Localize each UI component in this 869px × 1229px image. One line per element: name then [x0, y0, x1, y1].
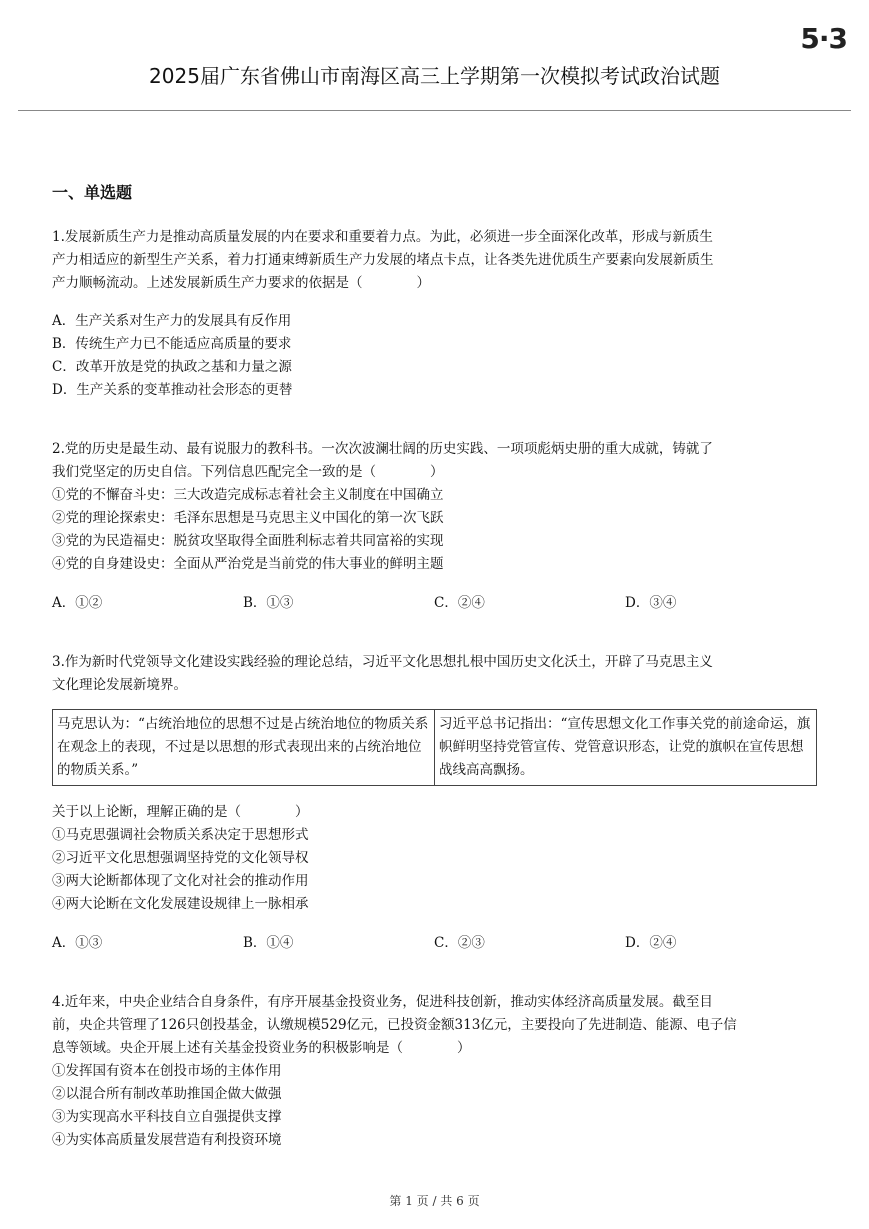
q1-stem-line: 产力顺畅流动。上述发展新质生产力要求的依据是（ ） — [52, 275, 430, 291]
q3-option-b[interactable]: B．①④ — [243, 935, 294, 951]
q1-option-b[interactable]: B．传统生产力已不能适应高质量的要求 — [52, 336, 292, 352]
q4-stem-line: 4.近年来，中央企业结合自身条件，有序开展基金投资业务，促进科技创新，推动实体经济高质量发展。截至目 — [52, 994, 713, 1010]
q4-item: ④为实体高质量发展营造有利投资环境 — [52, 1132, 282, 1148]
q3-stem-line: 3.作为新时代党领导文化建设实践经验的理论总结，习近平文化思想扎根中国历史文化沃土，开辟了马克思主义 — [52, 654, 713, 670]
q1-option-a[interactable]: A．生产关系对生产力的发展具有反作用 — [52, 313, 292, 329]
q3-option-a[interactable]: A．①③ — [52, 935, 103, 951]
q1-stem-line: 产力相适应的新型生产关系，着力打通束缚新质生产力发展的堵点卡点，让各类先进优质生产要素向发展新质生 — [52, 252, 714, 268]
q2-option-a[interactable]: A．①② — [52, 595, 103, 611]
quote-marx: 马克思认为：“占统治地位的思想不过是占统治地位的物质关系在观念上的表现，不过是以思想的形式表现出来的占统治地位的物质关系。” — [53, 710, 435, 786]
q3-option-c[interactable]: C．②③ — [434, 935, 485, 951]
brand-logo: 5·3 — [800, 22, 847, 55]
question-1 — [52, 226, 817, 295]
q2-item: ②党的理论探索史：毛泽东思想是马克思主义中国化的第一次飞跃 — [52, 510, 444, 526]
q3-item: ①马克思强调社会物质关系决定于思想形式 — [52, 827, 309, 843]
q4-stem-line: 前，央企共管理了126只创投基金，认缴规模529亿元，已投资金额313亿元，主要投向了先进制造、能源、电子信 — [52, 1017, 737, 1033]
q2-stem-line: 2.党的历史是最生动、最有说服力的教科书。一次次波澜壮阔的历史实践、一项项彪炳史册的重大成就，铸就了 — [52, 441, 713, 457]
q2-option-b[interactable]: B．①③ — [243, 595, 294, 611]
question-2 — [52, 438, 817, 576]
q2-option-d[interactable]: D．③④ — [625, 595, 677, 611]
q3-body — [52, 801, 817, 916]
q2-item: ④党的自身建设史：全面从严治党是当前党的伟大事业的鲜明主题 — [52, 556, 444, 572]
q3-options — [52, 932, 817, 955]
q3-ask: 关于以上论断，理解正确的是（ ） — [52, 804, 309, 820]
q3-option-d[interactable]: D．②④ — [625, 935, 677, 951]
title-divider — [18, 110, 851, 111]
q2-stem-line: 我们党坚定的历史自信。下列信息匹配完全一致的是（ ） — [52, 464, 444, 480]
q1-stem-line: 1.发展新质生产力是推动高质量发展的内在要求和重要着力点。为此，必须进一步全面深化改革，形成与新质生 — [52, 229, 713, 245]
q4-stem-line: 息等领域。央企开展上述有关基金投资业务的积极影响是（ ） — [52, 1040, 471, 1056]
question-3 — [52, 651, 817, 697]
q4-item: ③为实现高水平科技自立自强提供支撑 — [52, 1109, 282, 1125]
q2-item: ①党的不懈奋斗史：三大改造完成标志着社会主义制度在中国确立 — [52, 487, 444, 503]
q1-option-d[interactable]: D．生产关系的变革推动社会形态的更替 — [52, 382, 293, 398]
q3-item: ②习近平文化思想强调坚持党的文化领导权 — [52, 850, 309, 866]
section-heading: 一、单选题 — [52, 183, 133, 202]
page-title: 2025届广东省佛山市南海区高三上学期第一次模拟考试政治试题 — [149, 64, 720, 88]
q3-item: ④两大论断在文化发展建设规律上一脉相承 — [52, 896, 309, 912]
quote-xi: 习近平总书记指出：“宣传思想文化工作事关党的前途命运，旗帜鲜明坚持党管宣传、党管意识形态，让党的旗帜在宣传思想战线高高飘扬。 — [435, 710, 817, 786]
q4-item: ①发挥国有资本在创投市场的主体作用 — [52, 1063, 282, 1079]
q2-item: ③党的为民造福史：脱贫攻坚取得全面胜利标志着共同富裕的实现 — [52, 533, 444, 549]
q2-option-c[interactable]: C．②④ — [434, 595, 485, 611]
q3-quote-table — [52, 709, 817, 786]
page-number: 第 1 页 / 共 6 页 — [389, 1194, 480, 1208]
question-4 — [52, 991, 817, 1152]
q3-stem-line: 文化理论发展新境界。 — [52, 677, 187, 693]
q4-item: ②以混合所有制改革助推国企做大做强 — [52, 1086, 282, 1102]
q2-options — [52, 592, 817, 615]
q1-options — [52, 310, 817, 402]
q3-item: ③两大论断都体现了文化对社会的推动作用 — [52, 873, 309, 889]
q1-option-c[interactable]: C．改革开放是党的执政之基和力量之源 — [52, 359, 292, 375]
